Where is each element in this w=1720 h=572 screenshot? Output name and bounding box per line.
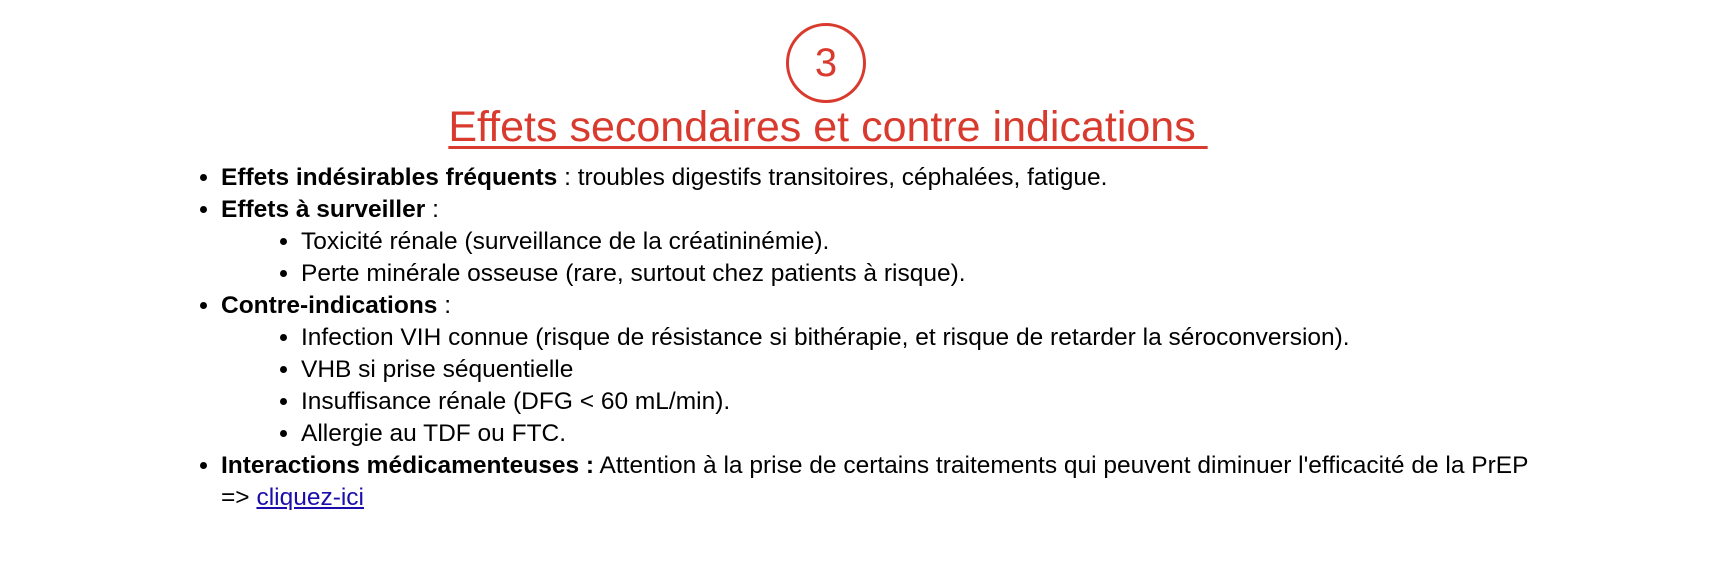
sub-bullet-list <box>221 322 1540 450</box>
sub-list-item: • VHB si prise séquentielle <box>301 354 1540 386</box>
section-title: Effets secondaires et contre indications <box>448 103 1208 151</box>
item-heading: Contre-indications <box>221 292 438 319</box>
main-bullet-list <box>0 162 1540 514</box>
list-item-contraindications <box>221 290 1540 450</box>
step-number: 3 <box>814 41 838 85</box>
sub-bullet-list <box>221 226 1540 290</box>
sub-list-item: • Infection VIH connue (risque de résistance si bithérapie, et risque de retarder la séroconversion). <box>301 322 1540 354</box>
item-text: : troubles digestifs transitoires, céphalées, fatigue. <box>557 164 1108 191</box>
list-item-drug-interactions <box>221 450 1540 514</box>
click-here-link[interactable]: cliquez-ici <box>256 484 364 511</box>
item-heading: Effets à surveiller <box>221 196 426 223</box>
item-text: : <box>425 196 439 223</box>
step-number-badge <box>786 23 866 103</box>
content-list <box>0 162 1540 514</box>
sub-list-item: • Toxicité rénale (surveillance de la créatininémie). <box>301 226 1540 258</box>
item-heading: Interactions médicamenteuses : <box>221 452 595 479</box>
sub-list-item: • Perte minérale osseuse (rare, surtout chez patients à risque). <box>301 258 1540 290</box>
item-heading: Effets indésirables fréquents <box>221 164 558 191</box>
item-text: Attention à la prise de certains traitements qui peuvent diminuer l'efficacité de la PrEP => <box>221 452 1529 511</box>
list-item-frequent-effects <box>221 162 1540 194</box>
sub-list-item: • Insuffisance rénale (DFG < 60 mL/min). <box>301 386 1540 418</box>
sub-list-item: • Allergie au TDF ou FTC. <box>301 418 1540 450</box>
item-text: : <box>437 292 452 319</box>
list-item-effects-to-monitor <box>221 194 1540 290</box>
